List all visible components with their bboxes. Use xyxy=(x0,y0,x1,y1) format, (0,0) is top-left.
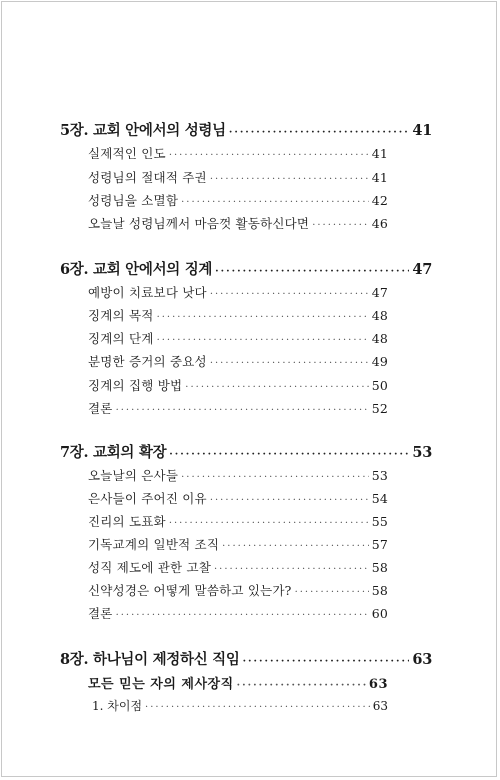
toc-entry[interactable] xyxy=(88,306,388,324)
page-number: 63 xyxy=(412,651,432,668)
entry-title: 분명한 증거의 중요성 xyxy=(88,354,207,369)
dot-leader xyxy=(210,174,369,185)
toc-entry[interactable] xyxy=(88,144,388,162)
toc-entry[interactable] xyxy=(88,466,388,484)
entry-title: 오늘날의 은사들 xyxy=(88,468,179,483)
dot-leader xyxy=(157,312,369,323)
entry-title: 은사들이 주어진 이유 xyxy=(88,491,207,506)
entry-title: 징계의 단계 xyxy=(88,331,154,346)
dot-leader xyxy=(214,564,369,575)
toc-entry[interactable] xyxy=(88,352,388,370)
toc-chapter-6[interactable] xyxy=(60,258,432,279)
dot-leader xyxy=(145,702,370,713)
toc-section[interactable] xyxy=(88,673,388,692)
page-number: 48 xyxy=(371,331,388,346)
dot-leader xyxy=(210,358,369,369)
toc-entry[interactable] xyxy=(88,535,388,553)
dot-leader xyxy=(185,382,368,393)
toc-entry[interactable] xyxy=(88,512,388,530)
page-number: 58 xyxy=(371,560,388,575)
chapter-title: 6장. 교회 안에서의 징계 xyxy=(60,261,213,278)
section-title: 모든 믿는 자의 제사장직 xyxy=(88,677,234,692)
page-number: 63 xyxy=(372,699,388,713)
dot-leader xyxy=(243,656,410,667)
page-number: 52 xyxy=(371,401,388,416)
page-number: 47 xyxy=(371,285,388,300)
entry-title: 기독교계의 일반적 조직 xyxy=(88,537,220,552)
page-number: 58 xyxy=(371,583,388,598)
chapter-title: 5장. 교회 안에서의 성령님 xyxy=(60,122,226,139)
page-number: 60 xyxy=(371,606,388,621)
page-number: 55 xyxy=(371,514,388,529)
dot-leader xyxy=(169,449,409,460)
toc-chapter-8[interactable] xyxy=(60,648,432,669)
page-number: 63 xyxy=(368,677,388,692)
entry-title: 예방이 치료보다 낫다 xyxy=(88,285,207,300)
toc-chapter-7[interactable] xyxy=(60,441,432,462)
entry-title: 성직 제도에 관한 고찰 xyxy=(88,560,211,575)
dot-leader xyxy=(181,472,369,483)
entry-title: 징계의 집행 방법 xyxy=(88,378,183,393)
page-number: 57 xyxy=(371,537,388,552)
dot-leader xyxy=(222,541,369,552)
page-number: 54 xyxy=(371,491,388,506)
dot-leader xyxy=(169,518,369,529)
entry-title: 1. 차이점 xyxy=(92,699,143,713)
dot-leader xyxy=(229,127,410,138)
toc-entry[interactable] xyxy=(92,697,388,714)
page-number: 41 xyxy=(412,122,432,139)
dot-leader xyxy=(312,220,368,231)
entry-title: 결론 xyxy=(88,606,113,621)
entry-title: 신약성경은 어떻게 말씀하고 있는가? xyxy=(88,583,292,598)
toc-entry[interactable] xyxy=(88,604,388,622)
toc-entry[interactable] xyxy=(88,168,388,186)
toc-entry[interactable] xyxy=(88,399,388,417)
dot-leader xyxy=(210,495,369,506)
dot-leader xyxy=(181,197,369,208)
chapter-title: 7장. 교회의 확장 xyxy=(60,444,167,461)
dot-leader xyxy=(169,150,369,161)
page-number: 46 xyxy=(371,216,388,231)
page-number: 53 xyxy=(412,444,432,461)
dot-leader xyxy=(237,680,366,691)
toc-entry[interactable] xyxy=(88,283,388,301)
toc-entry[interactable] xyxy=(88,214,388,232)
dot-leader xyxy=(215,266,409,277)
chapter-title: 8장. 하나님이 제정하신 직임 xyxy=(60,651,240,668)
dot-leader xyxy=(295,587,369,598)
entry-title: 오늘날 성령님께서 마음껏 활동하신다면 xyxy=(88,216,310,231)
toc-entry[interactable] xyxy=(88,558,388,576)
toc-entry[interactable] xyxy=(88,489,388,507)
page-number: 49 xyxy=(371,354,388,369)
entry-title: 결론 xyxy=(88,401,113,416)
entry-title: 성령님을 소멸함 xyxy=(88,193,179,208)
page-number: 41 xyxy=(371,146,388,161)
toc-entry[interactable] xyxy=(88,581,388,599)
toc-chapter-5[interactable] xyxy=(60,119,432,140)
dot-leader xyxy=(116,610,369,621)
entry-title: 진리의 도표화 xyxy=(88,514,166,529)
entry-title: 실제적인 인도 xyxy=(88,146,166,161)
toc-entry[interactable] xyxy=(88,376,388,394)
entry-title: 성령님의 절대적 주권 xyxy=(88,170,207,185)
page-number: 41 xyxy=(371,170,388,185)
dot-leader xyxy=(116,405,369,416)
page-number: 48 xyxy=(371,308,388,323)
toc-entry[interactable] xyxy=(88,191,388,209)
page-number: 47 xyxy=(412,261,432,278)
page-number: 42 xyxy=(371,193,388,208)
toc-entry[interactable] xyxy=(88,329,388,347)
dot-leader xyxy=(157,335,369,346)
page-number: 50 xyxy=(371,378,388,393)
entry-title: 징계의 목적 xyxy=(88,308,154,323)
page-number: 53 xyxy=(371,468,388,483)
dot-leader xyxy=(210,289,369,300)
